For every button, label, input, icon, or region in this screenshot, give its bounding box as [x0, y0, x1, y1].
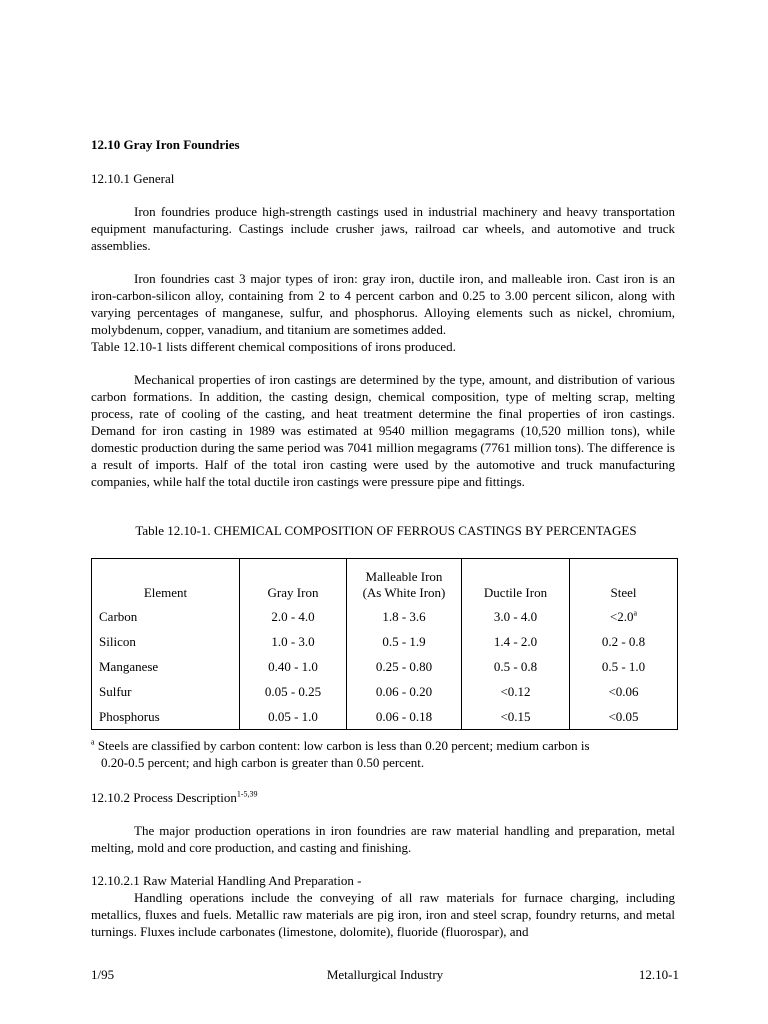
header-gray-iron: Gray Iron — [240, 559, 347, 605]
section-title: 12.10 Gray Iron Foundries — [91, 137, 240, 152]
cell-malleable: 0.06 - 0.18 — [347, 704, 462, 730]
process-heading: 12.10.2 Process Description$^{1-5,39}$ — [91, 789, 258, 805]
footer-page-number: 12.10-1 — [638, 967, 679, 982]
table-header-row — [92, 559, 678, 605]
cell-gray: 2.0 - 4.0 — [240, 604, 347, 629]
cell-malleable: 0.06 - 0.20 — [347, 679, 462, 704]
cell-steel: <0.06 — [570, 679, 678, 704]
cell-gray: 0.05 - 0.25 — [240, 679, 347, 704]
footer-date: 1/95 — [91, 967, 115, 982]
cell-element: Manganese — [92, 654, 240, 679]
table-row — [92, 679, 678, 704]
cell-malleable: 0.25 - 0.80 — [347, 654, 462, 679]
table-row — [92, 654, 678, 679]
header-ductile-iron: Ductile Iron — [462, 559, 570, 605]
cell-ductile: <0.12 — [462, 679, 570, 704]
process-heading-refs: 1-5,39 — [236, 789, 258, 799]
footnote-ref: a — [633, 608, 638, 618]
cell-element: Sulfur — [92, 679, 240, 704]
document-page — [91, 0, 681, 1024]
cell-gray: 0.40 - 1.0 — [240, 654, 347, 679]
cell-steel: 0.5 - 1.0 — [570, 654, 678, 679]
cell-steel: <0.05 — [570, 704, 678, 730]
composition-table — [91, 558, 678, 730]
cell-element: Silicon — [92, 629, 240, 654]
cell-steel: 0.2 - 0.8 — [570, 629, 678, 654]
paragraph-iron-types: Iron foundries cast 3 major types of iron: gray iron, ductile iron, and malleable iron. Cast iron is an iron-carbon-silicon alloy, containing from 2 to 4 percent carbon and 0.25 to 3.00 percent silicon, along with varying percentages of manganese, sulfur, and phosphorus. Alloying elements such as nickel, chromium, molybdenum, copper, vanadium, and titanium are sometimes added. Table 12.10-1 lists different chemical compositions of irons produced. — [91, 271, 675, 354]
paragraph-mechanical-properties: Mechanical properties of iron castings are determined by the type, amount, and distribution of various carbon formations. In addition, the casting design, chemical composition, type of melting scrap, melting process, rate of cooling of the casting, and heat treatment determine the final properties of iron castings. Demand for iron casting in 1989 was estimated at 9540 million megagrams (10,520 million tons), while domestic production during the same period was 7041 million megagrams (7761 million tons). The difference is a result of imports. Half of the total iron casting were used by the automotive and truck manufacturing companies, while half the total ductile iron castings were pressure pipe and fittings. — [91, 372, 675, 489]
footer-title: Metallurgical Industry — [326, 967, 444, 982]
cell-gray: 1.0 - 3.0 — [240, 629, 347, 654]
paragraph-raw-material: Handling operations include the conveying of all raw materials for furnace charging, including metallics, fluxes and fuels. Metallic raw materials are pig iron, iron and steel scrap, foundry returns, and metal turnings. Fluxes include carbonates (limestone, dolomite), fluoride (fluorospar), and — [91, 890, 675, 939]
cell-ductile: 1.4 - 2.0 — [462, 629, 570, 654]
header-steel: Steel — [570, 559, 678, 605]
cell-malleable: 1.8 - 3.6 — [347, 604, 462, 629]
cell-ductile: 0.5 - 0.8 — [462, 654, 570, 679]
cell-steel: <2.0$^a$ — [570, 604, 678, 629]
cell-element: Carbon — [92, 604, 240, 629]
general-heading: 12.10.1 General — [91, 171, 175, 186]
footnote-mark: a — [91, 737, 95, 747]
table-row — [92, 629, 678, 654]
cell-ductile: 3.0 - 4.0 — [462, 604, 570, 629]
cell-element: Phosphorus — [92, 704, 240, 730]
header-malleable-iron: Malleable Iron (As White Iron) — [347, 559, 462, 605]
cell-ductile: <0.15 — [462, 704, 570, 730]
header-element: Element — [92, 559, 240, 605]
raw-material-heading: 12.10.2.1 Raw Material Handling And Preparation - — [91, 873, 362, 888]
paragraph-process-overview: The major production operations in iron foundries are raw material handling and preparation, metal melting, mold and core production, and casting and finishing. — [91, 823, 675, 855]
table-footnote: $^a$ Steels are classified by carbon content: low carbon is less than 0.20 percent; medium carbon is 0.20-0.5 percent; and high carbon is greater than 0.50 percent. — [91, 737, 590, 770]
paragraph-intro: Iron foundries produce high-strength castings used in industrial machinery and heavy transportation equipment manufacturing. Castings include crusher jaws, railroad car wheels, and automotive and truck assemblies. — [91, 204, 675, 253]
table-caption: Table 12.10-1. CHEMICAL COMPOSITION OF FERROUS CASTINGS BY PERCENTAGES — [135, 523, 637, 538]
cell-gray: 0.05 - 1.0 — [240, 704, 347, 730]
cell-malleable: 0.5 - 1.9 — [347, 629, 462, 654]
table-row — [92, 704, 678, 730]
table-row — [92, 604, 678, 629]
